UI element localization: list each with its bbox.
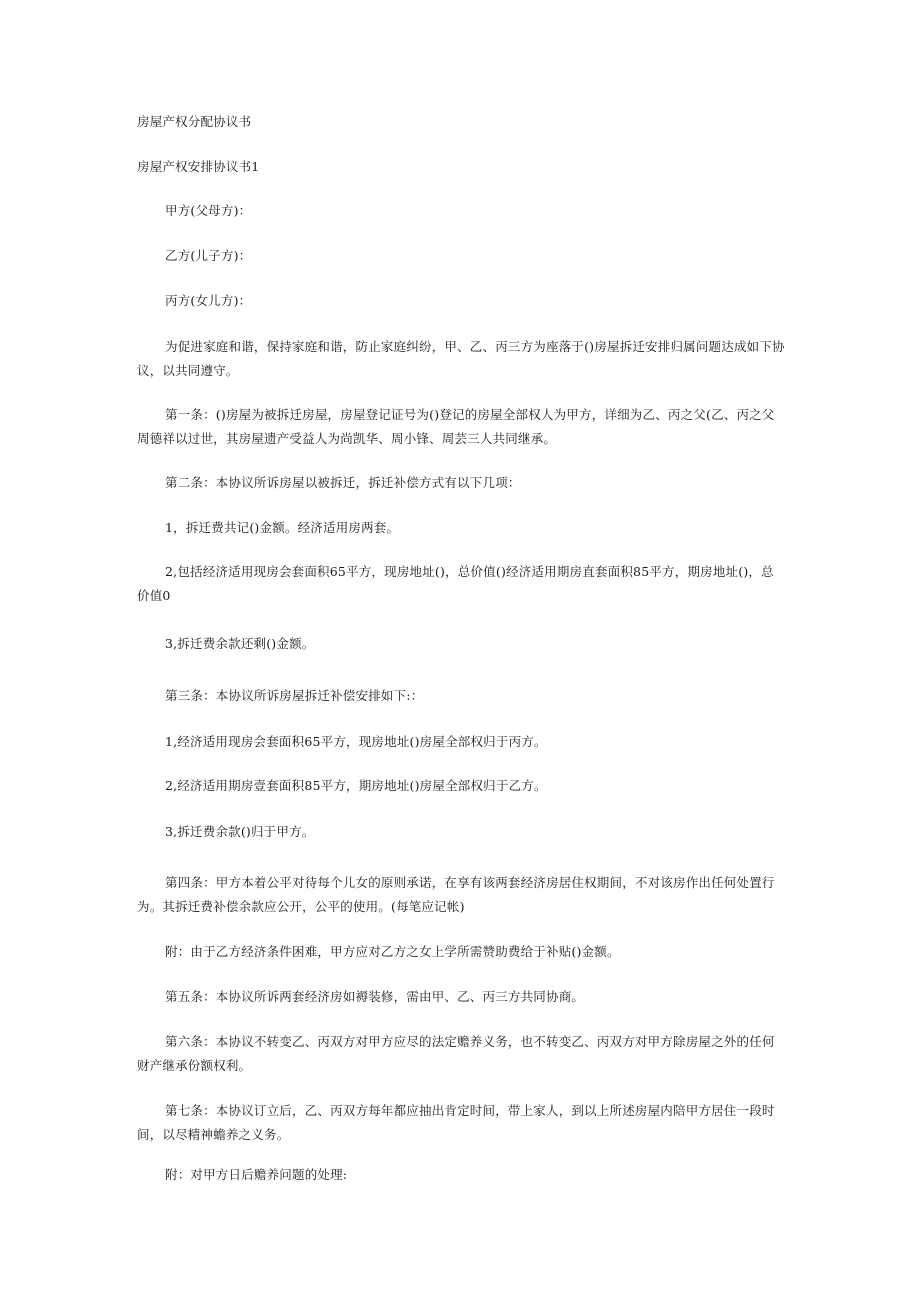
article-3-item-2: 2,经济适用期房壹套面积85平方，期房地址()房屋全部权归于乙方。: [165, 778, 547, 793]
preamble-paragraph: 为促进家庭和谐，保持家庭和谐，防止家庭纠纷，甲、乙、丙三方为座落于()房屋拆迁安排归属问题达成如下协议，以共同遵守。: [137, 339, 785, 378]
party-c-line: 丙方(女儿方)：: [165, 293, 252, 308]
article-2-item-2: 2,包括经济适用现房会套面积65平方，现房地址()，总价值()经济适用期房直套面积85平方，期房地址()，总价值0: [137, 564, 774, 603]
article-3-paragraph: 第三条：本协议所诉房屋拆迁补偿安排如下:：: [165, 688, 424, 703]
party-a-line: 甲方(父母方)：: [165, 203, 252, 218]
party-b-line: 乙方(儿子方)：: [165, 248, 252, 263]
appendix-1-paragraph: 附：由于乙方经济条件困难，甲方应对乙方之女上学所需赞助费给于补贴()金额。: [165, 944, 620, 959]
document-subtitle: 房屋产权安排协议书1: [137, 159, 260, 174]
article-5-paragraph: 第五条：本协议所诉两套经济房如褥装修，需由甲、乙、丙三方共同协商。: [165, 989, 585, 1004]
article-6-paragraph: 第六条：本协议不转变乙、丙双方对甲方应尽的法定赡养义务，也不转变乙、丙双方对甲方除房屋之外的任何财产继承份额权利。: [137, 1034, 775, 1073]
article-7-paragraph: 第七条：本协议订立后，乙、丙双方每年都应抽出肯定时间，带上家人，到以上所述房屋内陪甲方居住一段时间，以尽精神蟾养之义务。: [137, 1103, 775, 1142]
document-title: 房屋产权分配协议书: [137, 114, 252, 129]
article-2-paragraph: 第二条：本协议所诉房屋以被拆迁，拆迁补偿方式有以下几项：: [165, 475, 521, 490]
article-2-item-3: 3,拆迁费余款还剩()金额。: [165, 636, 315, 651]
appendix-2-paragraph: 附：对甲方日后赡养问题的处理:: [165, 1167, 348, 1182]
article-1-paragraph: 第一条：()房屋为被拆迁房屋，房屋登记证号为()登记的房屋全部权人为甲方，详细为乙、丙之父(乙、丙之父周德祥以过世，其房屋遗产受益人为尚凯华、周小锋、周芸三人共同继承。: [137, 407, 775, 446]
article-3-item-3: 3,拆迁费余款()归于甲方。: [165, 824, 315, 839]
article-3-item-1: 1,经济适用现房会套面积65平方，现房地址()房屋全部权归于丙方。: [165, 734, 547, 749]
article-2-item-1: 1，拆迁费共记()金额。经济适用房两套。: [165, 520, 400, 535]
article-4-paragraph: 第四条：甲方本着公平对待每个儿女的原则承诺，在享有该两套经济房居住权期间，不对该房作出任何处置行为。其拆迁费补偿余款应公开，公平的使用。(每笔应记帐): [137, 875, 775, 914]
